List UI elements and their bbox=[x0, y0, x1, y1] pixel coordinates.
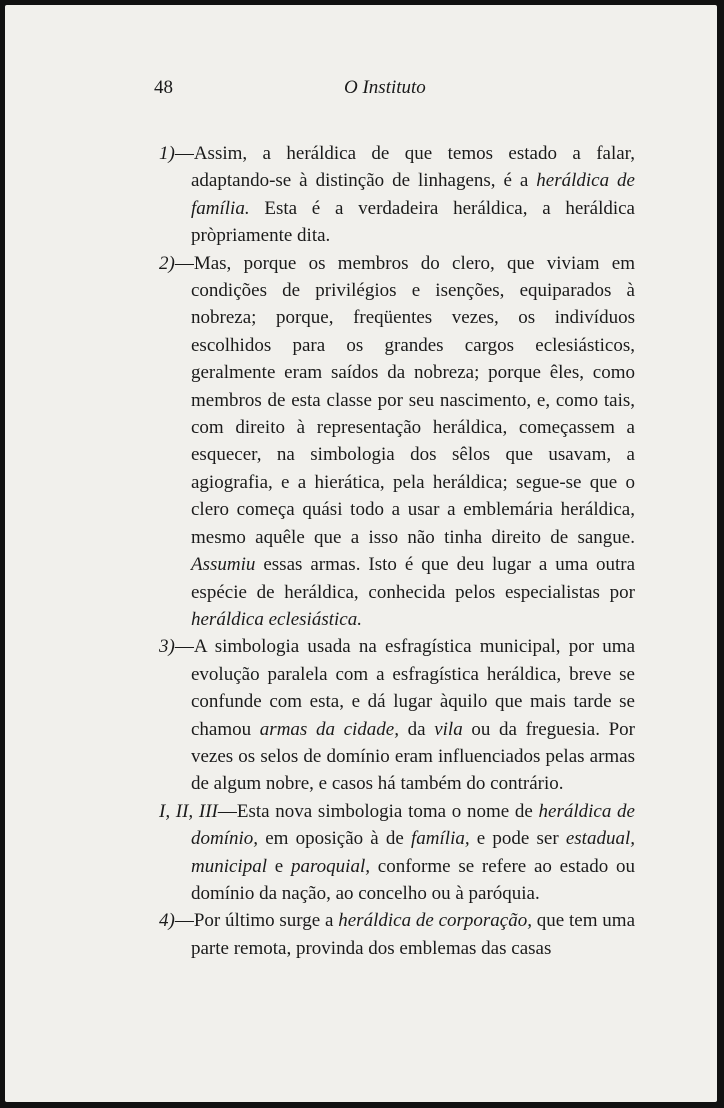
text-run: conforme se refere ao estado ou domínio da nação, ao concelho ou à paróquia. bbox=[191, 855, 635, 904]
text-run: —Mas, porque os membros do clero, que viviam em condições de privilégios e isenções, equiparados à nobreza; porque, freqüentes vezes, os indivíduos escolhidos para os grandes cargos eclesiásticos, geralmente eram saídos da nobreza; porque êles, como membros de esta classe por seu nascimento, e, como tais, com direito à representação heráldica, começassem a esquecer, na simbologia dos sêlos que usavam, a agiografia, e a hierática, pela heráldica; segue-se que o clero começa quási todo a usar a emblemária heráldica, mesmo aquêle que a isso não tinha direito de sangue. bbox=[174, 252, 635, 548]
text-run: em oposição à de bbox=[258, 828, 412, 850]
italic-term: heráldica eclesiástica. bbox=[191, 608, 362, 630]
running-title: O Instituto bbox=[344, 77, 426, 98]
item-marker: 2) bbox=[159, 252, 175, 274]
italic-term: armas da cidade, bbox=[259, 718, 399, 740]
text-run: da bbox=[399, 718, 435, 740]
italic-term: heráldica de corporação, bbox=[338, 910, 532, 932]
list-item bbox=[159, 250, 635, 634]
text-run: e bbox=[267, 855, 291, 877]
item-marker: I, II, III bbox=[159, 800, 218, 822]
body-text bbox=[159, 140, 635, 962]
page-header bbox=[5, 77, 717, 107]
italic-term: Assumiu bbox=[191, 554, 256, 576]
italic-term: heráldica de família. bbox=[191, 170, 635, 219]
text-run: que tem uma parte remota, provinda dos emblemas das casas bbox=[191, 910, 636, 959]
list-item bbox=[159, 633, 635, 797]
list-item bbox=[159, 907, 635, 962]
text-run: Esta é a verdadeira heráldica, a heráldica pròpriamente dita. bbox=[191, 197, 635, 247]
item-marker: 3) bbox=[159, 636, 175, 658]
text-run: ou da freguesia. Por vezes os selos de domínio eram influenciados pelas armas de algum nobre, e casos há também do contrário. bbox=[191, 718, 635, 795]
list-item bbox=[159, 798, 635, 908]
italic-term: paroquial, bbox=[290, 855, 370, 877]
italic-term: família, bbox=[411, 828, 470, 850]
text-run: essas armas. Isto é que deu lugar a uma outra espécie de heráldica, conhecida pelos especialistas por bbox=[191, 554, 635, 603]
text-run: e pode ser bbox=[469, 828, 566, 850]
item-marker: 1) bbox=[159, 143, 175, 164]
text-run: —A simbologia usada na esfragística municipal, por uma evolução paralela com a esfragística heráldica, breve se confunde com esta, e dá lugar àquilo que mais tarde se chamou bbox=[174, 636, 635, 740]
book-page bbox=[5, 5, 717, 1102]
item-marker: 4) bbox=[159, 910, 175, 932]
italic-term: vila bbox=[434, 718, 463, 740]
text-run: —Assim, a heráldica de que temos estado a falar, adaptando-se à distinção de linhagens, é a bbox=[174, 143, 635, 192]
italic-term: heráldica de domínio, bbox=[191, 800, 635, 850]
text-run: —Por último surge a bbox=[174, 910, 339, 932]
list-item bbox=[159, 140, 635, 250]
page-number: 48 bbox=[154, 77, 173, 98]
italic-term: estadual, municipal bbox=[191, 828, 635, 877]
text-run: —Esta nova simbologia toma o nome de bbox=[217, 800, 539, 822]
